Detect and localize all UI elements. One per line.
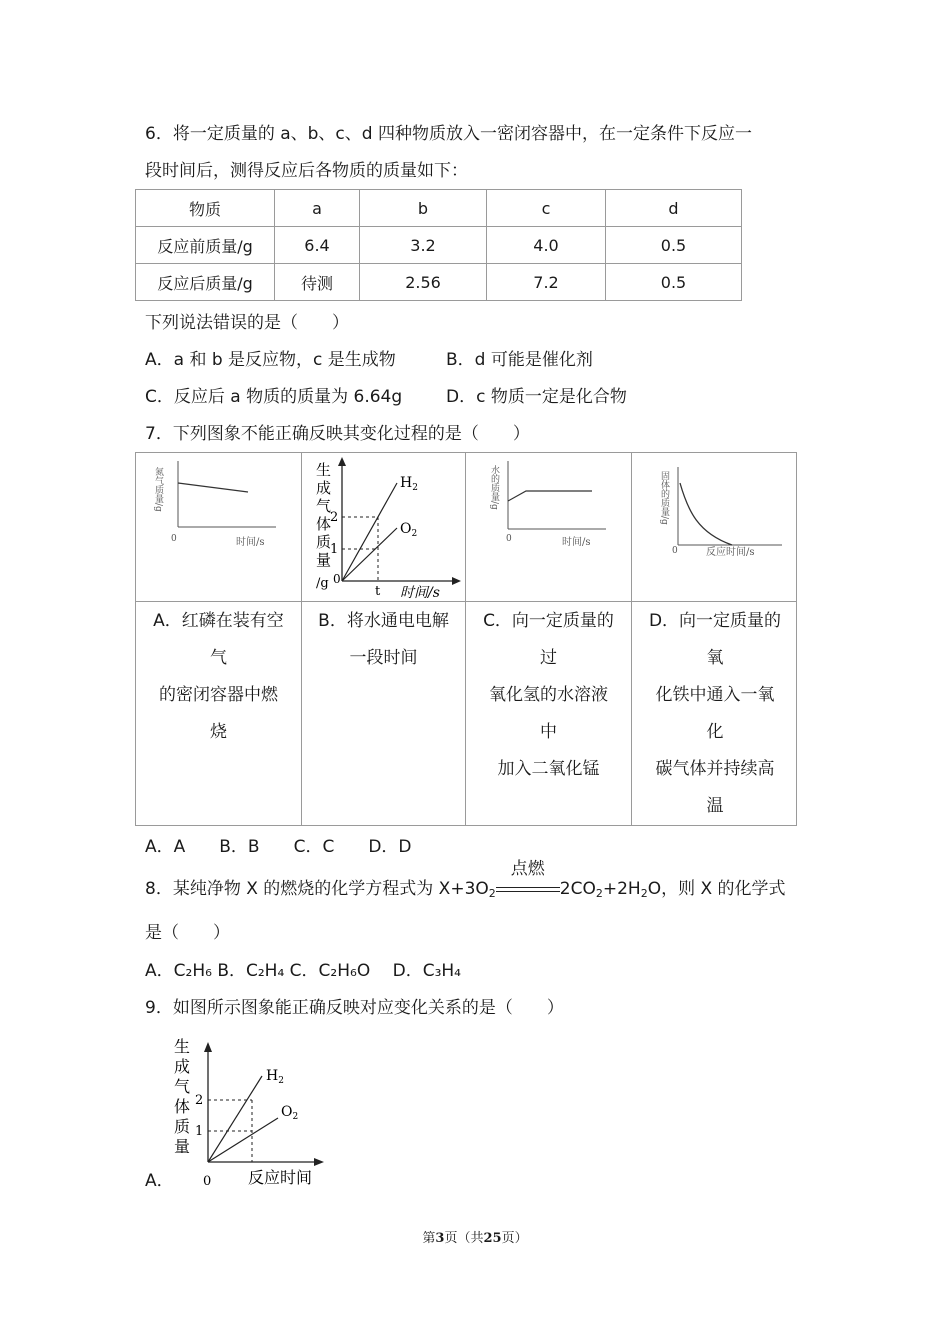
chart-d-xlabel: 反应时间/s <box>706 547 755 558</box>
q7-desc-d: D．向一定质量的 氧 化铁中通入一氧 化 碳气体并持续高 温 <box>648 611 782 816</box>
q9-ylabel: 体 <box>174 1097 191 1116</box>
q7-stem: 7．下列图象不能正确反映其变化过程的是（ ） <box>145 424 530 444</box>
q8-line1: 8．某纯净物 X 的燃烧的化学方程式为 $X+3O_2$ 点燃 $2CO_2+2H_2O$，则 X 的化学式 <box>145 859 786 900</box>
q7-options-grid <box>135 452 797 826</box>
q9-tick-1: 1 <box>195 1124 204 1139</box>
table-cell: 待测 <box>275 264 360 301</box>
chart-d-curve <box>680 483 732 545</box>
chart-b-tick-1: 1 <box>330 542 339 557</box>
chart-b-ylabel: 生 <box>316 461 332 479</box>
chart-a-xlabel: 时间/s <box>236 537 265 548</box>
table-header-cell: d <box>606 190 742 227</box>
q6-option-d: D．c 物质一定是化合物 <box>446 387 627 407</box>
q9-xlabel: 反应时间 <box>248 1168 313 1187</box>
q8-equation-left: 8．某纯净物 X 的燃烧的化学方程式为 X+3O <box>145 879 489 899</box>
chart-b-h2-label: $H_2$ <box>400 475 418 493</box>
q9-chart-a <box>168 1034 328 1194</box>
current-page: 3 <box>435 1231 445 1246</box>
table-cell: 反应前质量/g <box>136 227 275 264</box>
q9-o2-label: $O_2$ <box>281 1104 299 1122</box>
chart-b-h2-line <box>342 483 397 581</box>
table-cell: 4.0 <box>487 227 606 264</box>
table-row <box>136 190 742 227</box>
q9-ylabel: 生 <box>174 1037 191 1056</box>
q9-o2-line <box>208 1118 278 1162</box>
chart-b-o2-line <box>342 528 397 581</box>
table-header-cell: 物质 <box>136 190 275 227</box>
q9-option-a-label: A． <box>145 1171 174 1191</box>
chart-a-line <box>178 483 248 492</box>
q7-answer-options: A．A B．B C．C D．D <box>145 837 412 857</box>
q7-desc-b: B．将水通电电解 一段时间 <box>318 611 449 668</box>
q9-stem: 9．如图所示图象能正确反映对应变化关系的是（ ） <box>145 998 564 1018</box>
table-cell: 0.5 <box>606 227 742 264</box>
q8-options: A．C₂H₆ B．C₂H₄ C．C₂H₆O D．C₃H₄ <box>145 961 461 981</box>
q7-chart-c <box>466 453 631 601</box>
chart-b-xlabel: 时间/s <box>400 585 440 601</box>
q6-line2: 段时间后，测得反应后各物质的质量如下： <box>145 161 468 181</box>
chart-d-origin: 0 <box>672 546 678 556</box>
q8-reaction-arrow <box>496 859 560 899</box>
q7-chart-b <box>302 453 465 601</box>
q9-tick-2: 2 <box>195 1093 204 1108</box>
table-cell: 3.2 <box>360 227 487 264</box>
chart-b-ylabel: 体 <box>316 515 332 533</box>
page-footer: 第3页（共25页） <box>422 1231 528 1246</box>
q9-h2-label: $H_2$ <box>266 1068 284 1086</box>
chart-b-ylabel: 质 <box>316 533 332 551</box>
q6-table <box>135 189 742 301</box>
q9-ylabel: 成 <box>174 1057 191 1076</box>
table-header-cell: c <box>487 190 606 227</box>
q6-option-c: C．反应后 a 物质的质量为 6.64g <box>145 387 403 407</box>
q7-chart-d <box>632 453 798 601</box>
chart-c-line <box>508 491 592 501</box>
q9-h2-line <box>208 1076 262 1162</box>
q9-ylabel: 量 <box>174 1137 191 1156</box>
table-row <box>136 264 742 301</box>
total-pages: 25 <box>483 1231 502 1246</box>
chart-c-ylabel: 水的质量/g <box>489 465 499 510</box>
q7-desc-c: C．向一定质量的 过 氧化氢的水溶液 中 加入二氧化锰 <box>483 611 614 779</box>
chart-b-ylabel: /g <box>316 576 329 591</box>
chart-a-origin: 0 <box>171 534 177 544</box>
table-cell: 7.2 <box>487 264 606 301</box>
chart-b-ylabel: 成 <box>316 479 332 497</box>
chart-b-o2-label: $O_2$ <box>400 521 418 539</box>
q9-ylabel: 质 <box>174 1117 191 1136</box>
q6-option-a: A．a 和 b 是反应物，c 是生成物 <box>145 350 396 370</box>
chart-b-origin: 0 <box>333 572 341 586</box>
table-row <box>136 227 742 264</box>
q7-desc-a: A．红磷在装有空 气 的密闭容器中燃 烧 <box>153 611 284 742</box>
chart-c-xlabel: 时间/s <box>562 537 591 548</box>
table-cell: 0.5 <box>606 264 742 301</box>
q8-condition: 点燃 <box>510 859 545 879</box>
q6-line1: 6．将一定质量的 a、b、c、d 四种物质放入一密闭容器中，在一定条件下反应一 <box>145 124 752 144</box>
q6-question: 下列说法错误的是（ ） <box>145 313 349 333</box>
table-header-cell: a <box>275 190 360 227</box>
q8-line2: 是（ ） <box>145 923 230 943</box>
chart-a-ylabel: 氮气质量/g <box>153 467 163 512</box>
q7-chart-a <box>136 453 301 601</box>
table-cell: 6.4 <box>275 227 360 264</box>
chart-b-ylabel: 气 <box>316 497 332 515</box>
chart-b-tick-2: 2 <box>330 510 339 525</box>
chart-c-origin: 0 <box>506 534 512 544</box>
chart-d-ylabel: 固体的质量/g <box>659 471 669 525</box>
table-cell: 2.56 <box>360 264 487 301</box>
chart-b-tick-t: t <box>375 584 381 599</box>
q9-origin: 0 <box>203 1174 212 1189</box>
q9-ylabel: 气 <box>174 1077 191 1096</box>
q6-option-b: B．d 可能是催化剂 <box>446 350 593 370</box>
chart-b-ylabel: 量 <box>316 551 332 569</box>
table-header-cell: b <box>360 190 487 227</box>
table-cell: 反应后质量/g <box>136 264 275 301</box>
